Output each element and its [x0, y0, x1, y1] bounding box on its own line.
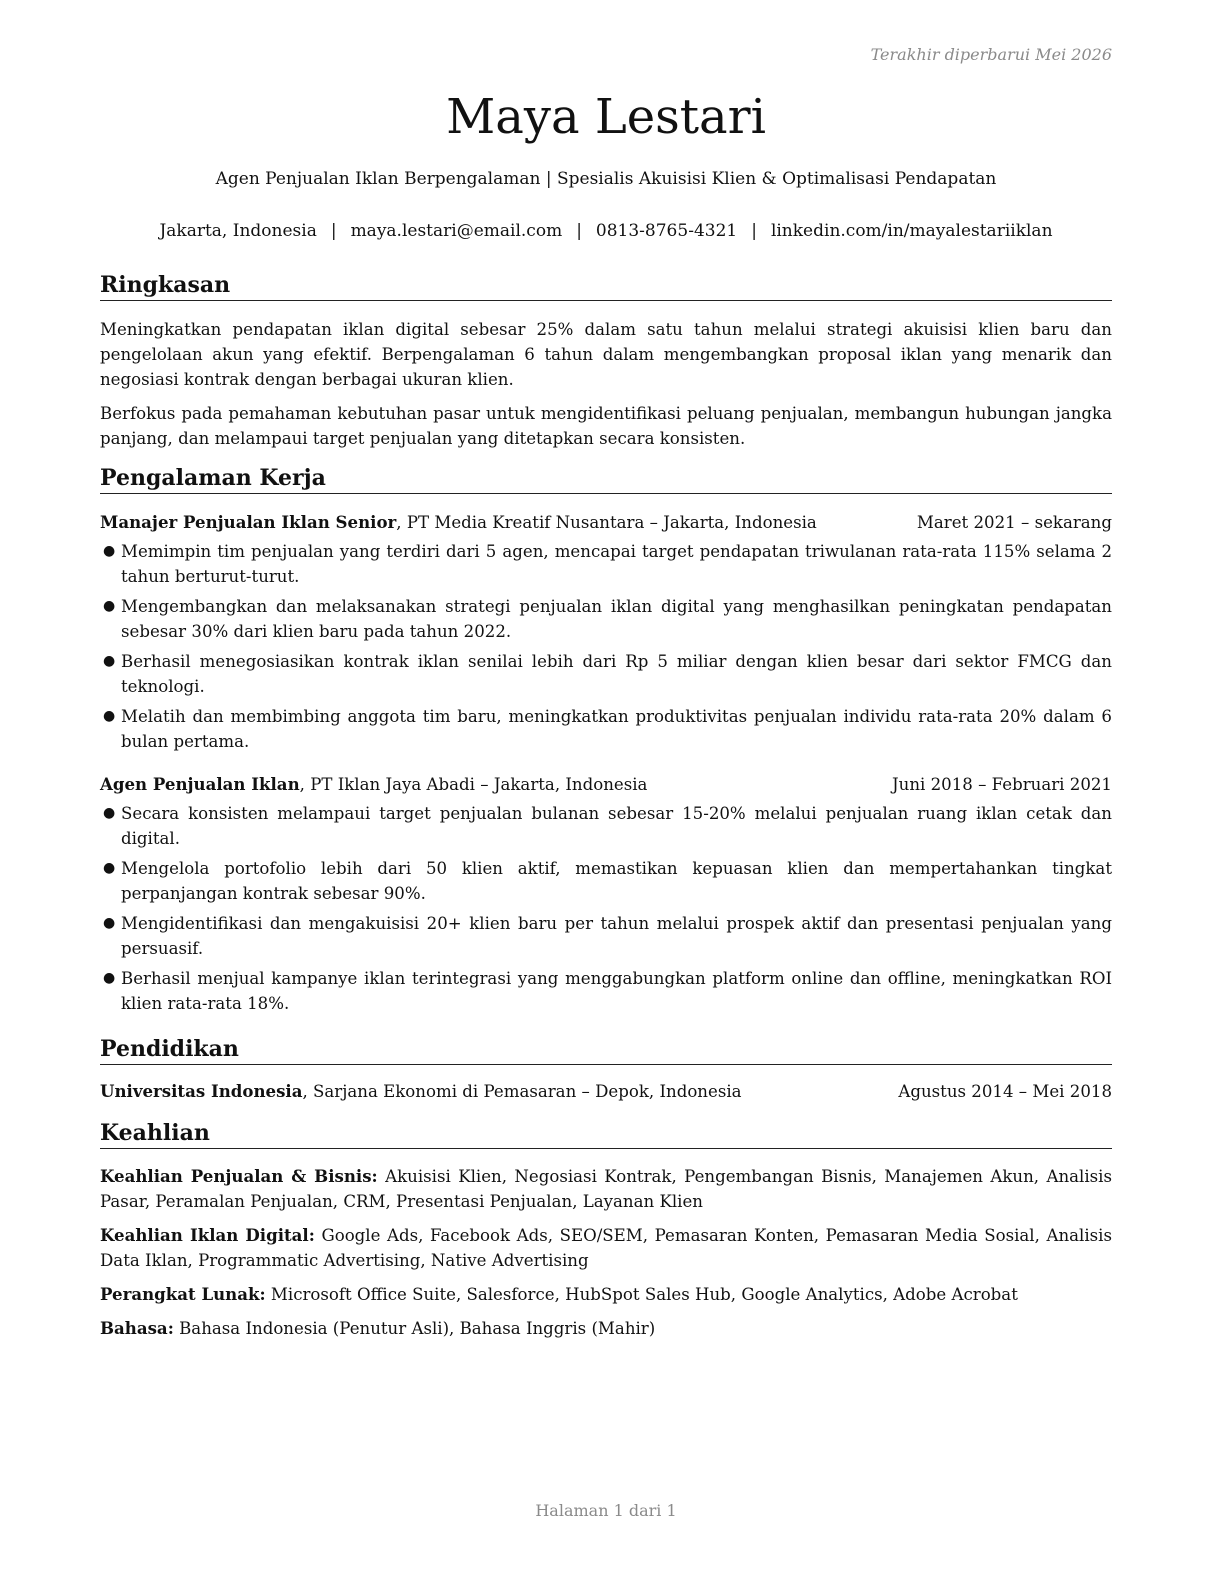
contact-line	[100, 219, 1112, 243]
skill-label: Keahlian Iklan Digital:	[100, 1225, 315, 1245]
candidate-name: Maya Lestari	[446, 89, 766, 145]
job-header	[100, 772, 1112, 797]
bullet-icon: ●	[103, 915, 116, 931]
job-bullets	[100, 539, 1112, 754]
school-name: Universitas Indonesia	[100, 1081, 303, 1101]
skill-label: Perangkat Lunak:	[100, 1284, 266, 1304]
last-updated: Terakhir diperbarui Mei 2026	[870, 45, 1112, 64]
contact-separator: |	[576, 221, 582, 241]
contact-email[interactable]: maya.lestari@email.com	[350, 221, 563, 241]
contact-separator: |	[751, 221, 757, 241]
job-entry	[100, 772, 1112, 1016]
section-title: Pengalaman Kerja	[100, 463, 1112, 494]
resume-page	[100, 0, 1112, 1584]
skill-label: Keahlian Penjualan & Bisnis:	[100, 1166, 378, 1186]
bullet-icon: ●	[103, 805, 116, 821]
job-dates: Juni 2018 – Februari 2021	[892, 775, 1112, 794]
bullet-icon: ●	[103, 860, 116, 876]
list-item: ● Memimpin tim penjualan yang terdiri dari 5 agen, mencapai target pendapatan triwulanan rata-rata 115% selama 2 tahun berturut-turut.	[100, 539, 1112, 589]
summary-section	[100, 270, 1112, 451]
bullet-icon: ●	[103, 543, 116, 559]
bullet-icon: ●	[103, 708, 116, 724]
summary-paragraph: Berfokus pada pemahaman kebutuhan pasar untuk mengidentifikasi peluang penjualan, membangun hubungan jangka panjang, dan melampaui target penjualan yang ditetapkan secara konsisten.	[100, 404, 1112, 448]
job-header	[100, 510, 1112, 535]
skill-value: Akuisisi Klien, Negosiasi Kontrak, Pengembangan Bisnis, Manajemen Akun, Analisis Pasar, Peramalan Penjualan, CRM, Presentasi Penjualan, Layanan Klien	[100, 1167, 1112, 1211]
job-bullets	[100, 801, 1112, 1016]
bullet-icon: ●	[103, 653, 116, 669]
bullet-icon: ●	[103, 598, 116, 614]
section-title: Ringkasan	[100, 270, 1112, 301]
list-item: ● Mengidentifikasi dan mengakuisisi 20+ klien baru per tahun melalui prospek aktif dan presentasi penjualan yang persuasif.	[100, 911, 1112, 961]
job-role: Manajer Penjualan Iklan Senior	[100, 512, 397, 532]
experience-section	[100, 463, 1112, 1021]
list-item: ● Berhasil menjual kampanye iklan terintegrasi yang menggabungkan platform online dan offline, meningkatkan ROI klien rata-rata 18%.	[100, 966, 1112, 1016]
page-number: Halaman 1 dari 1	[535, 1501, 677, 1520]
skill-row	[100, 1223, 1112, 1273]
contact-separator: |	[330, 221, 337, 241]
section-title: Pendidikan	[100, 1034, 1112, 1065]
list-item: ● Mengembangkan dan melaksanakan strategi penjualan iklan digital yang menghasilkan peningkatan pendapatan sebesar 30% dari klien baru pada tahun 2022.	[100, 594, 1112, 644]
education-section	[100, 1034, 1112, 1104]
skill-value: Microsoft Office Suite, Salesforce, HubSpot Sales Hub, Google Analytics, Adobe Acrobat	[265, 1285, 1018, 1304]
contact-location: Jakarta, Indonesia	[159, 221, 317, 241]
contact-phone: 0813-8765-4321	[595, 221, 738, 241]
education-entry	[100, 1079, 1112, 1104]
list-item: ● Berhasil menegosiasikan kontrak iklan senilai lebih dari Rp 5 miliar dengan klien besar dari sektor FMCG dan teknologi.	[100, 649, 1112, 699]
skill-row	[100, 1316, 1112, 1341]
list-item: ● Secara konsisten melampaui target penjualan bulanan sebesar 15-20% melalui penjualan ruang iklan cetak dan digital.	[100, 801, 1112, 851]
summary-paragraph: Meningkatkan pendapatan iklan digital sebesar 25% dalam satu tahun melalui strategi akuisisi klien baru dan pengelolaan akun yang efektif. Berpengalaman 6 tahun dalam mengembangkan proposal iklan yang menarik dan negosiasi kontrak dengan berbagai ukuran klien.	[100, 320, 1112, 389]
skills-section	[100, 1118, 1112, 1350]
bullet-icon: ●	[103, 970, 116, 986]
list-item: ● Melatih dan membimbing anggota tim baru, meningkatkan produktivitas penjualan individu rata-rata 20% dalam 6 bulan pertama.	[100, 704, 1112, 754]
skill-row	[100, 1164, 1112, 1214]
contact-linkedin[interactable]: linkedin.com/in/mayalestariiklan	[770, 221, 1053, 241]
skill-row	[100, 1282, 1112, 1307]
skill-value: Bahasa Indonesia (Penutur Asli), Bahasa Inggris (Mahir)	[173, 1319, 656, 1338]
degree-detail: , Sarjana Ekonomi di Pemasaran – Depok, Indonesia	[302, 1082, 742, 1101]
skill-value: Google Ads, Facebook Ads, SEO/SEM, Pemasaran Konten, Pemasaran Media Sosial, Analisis Data Iklan, Programmatic Advertising, Native Advertising	[100, 1226, 1112, 1270]
job-role: Agen Penjualan Iklan	[100, 774, 300, 794]
job-entry	[100, 510, 1112, 754]
job-company: , PT Iklan Jaya Abadi – Jakarta, Indonesia	[299, 775, 648, 794]
tagline: Agen Penjualan Iklan Berpengalaman | Spesialis Akuisisi Klien & Optimalisasi Pendapatan	[215, 169, 997, 189]
education-dates: Agustus 2014 – Mei 2018	[898, 1082, 1112, 1101]
list-item: ● Mengelola portofolio lebih dari 50 klien aktif, memastikan kepuasan klien dan mempertahankan tingkat perpanjangan kontrak sebesar 90%.	[100, 856, 1112, 906]
section-title: Keahlian	[100, 1118, 1112, 1149]
job-dates: Maret 2021 – sekarang	[916, 513, 1112, 532]
job-company: , PT Media Kreatif Nusantara – Jakarta, Indonesia	[396, 513, 817, 532]
skill-label: Bahasa:	[100, 1318, 174, 1338]
